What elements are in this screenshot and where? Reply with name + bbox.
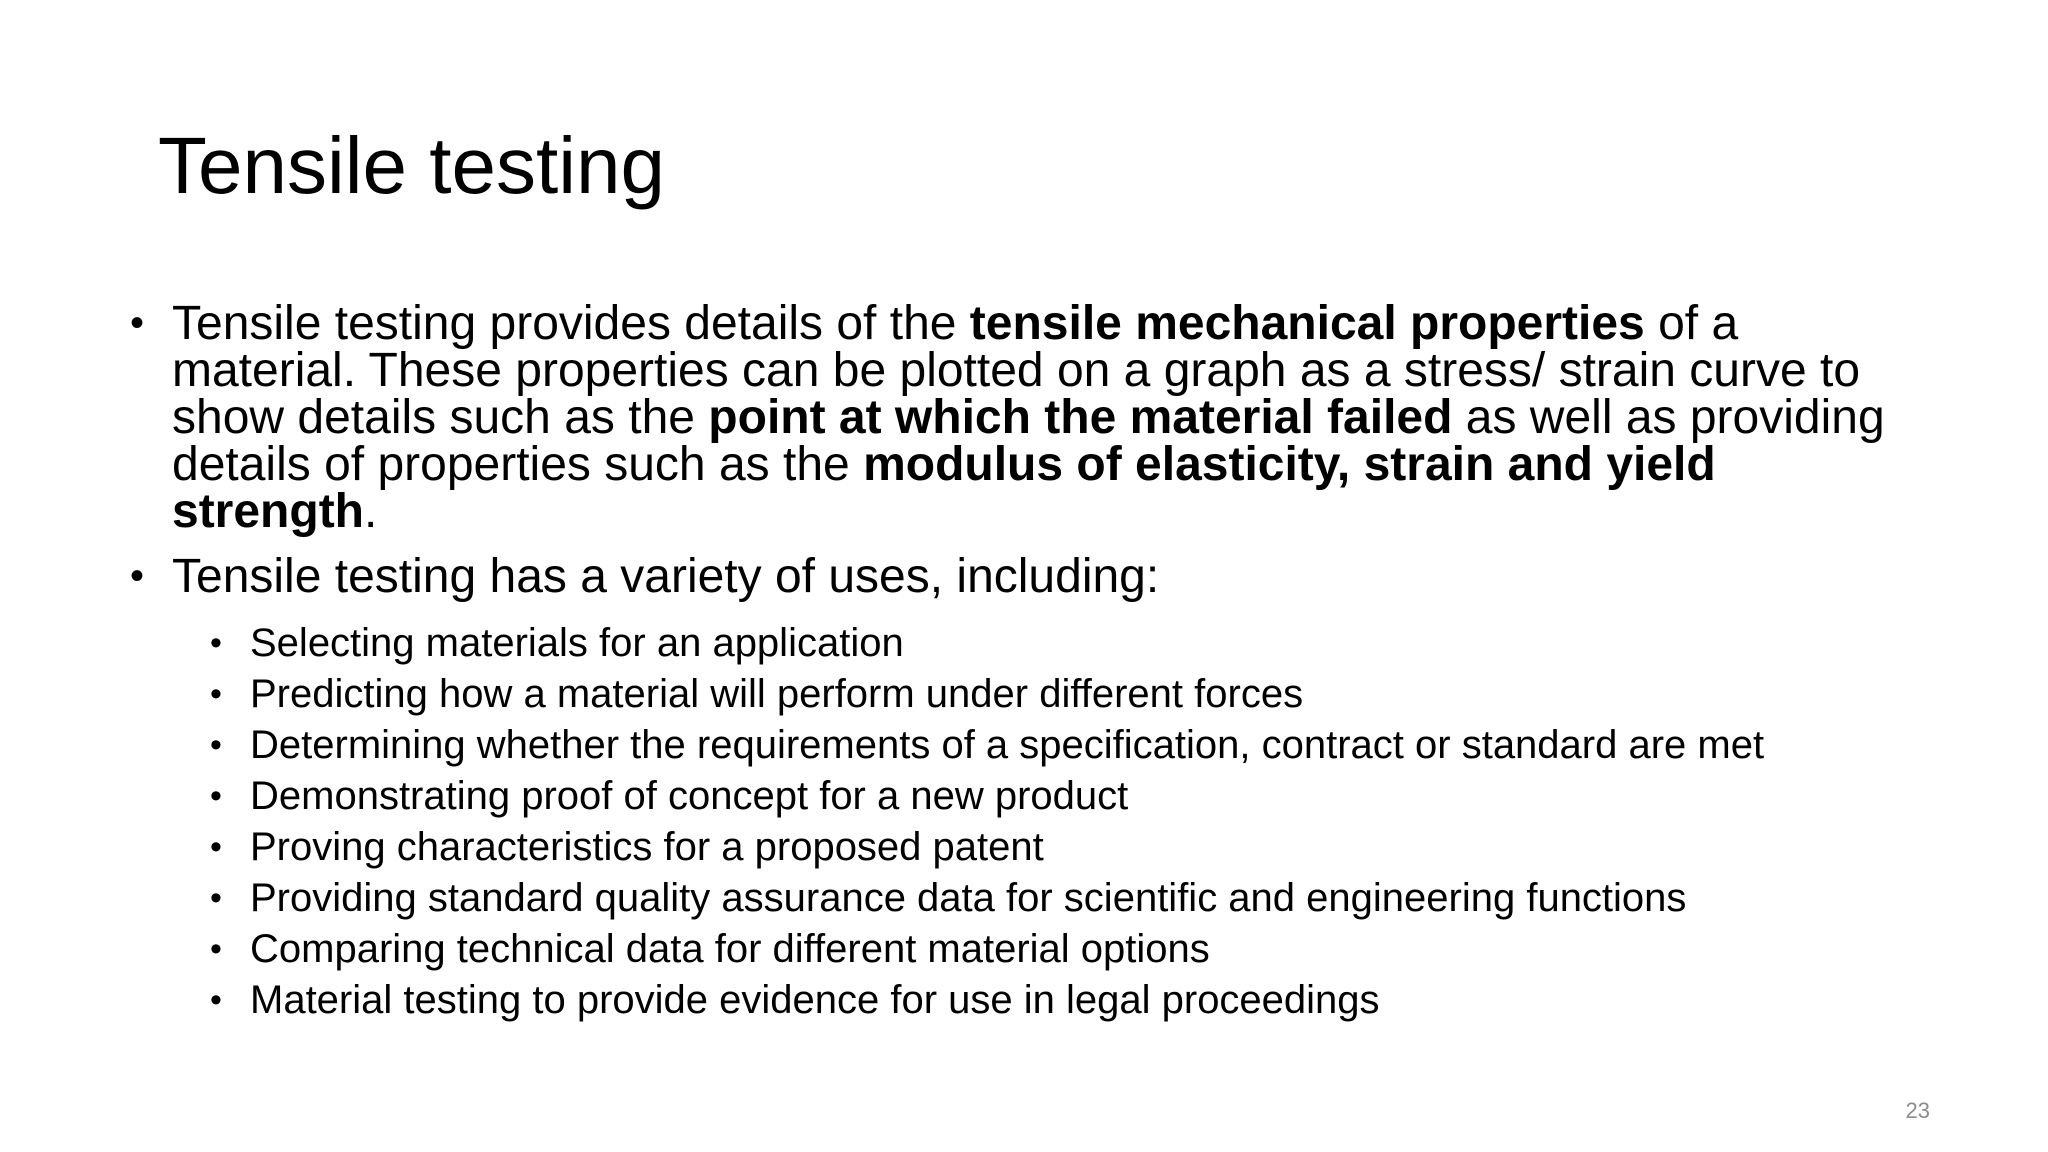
bullet-icon: • <box>210 726 222 764</box>
bullet-icon: • <box>210 624 222 662</box>
list-item <box>210 975 1950 1026</box>
list-item <box>210 618 1950 669</box>
bullet-icon: • <box>210 675 222 713</box>
list-item <box>210 873 1950 924</box>
list-item-text: Demonstrating proof of concept for a new product <box>250 774 1129 818</box>
bullet-icon: • <box>130 554 145 598</box>
bullet-icon: • <box>210 828 222 866</box>
list-item <box>210 924 1950 975</box>
bullet-icon: • <box>210 981 222 1019</box>
bullet-text: Tensile testing has a variety of uses, including: <box>172 550 1160 603</box>
list-item-text: Comparing technical data for different material options <box>250 927 1210 971</box>
bullet-bold-segment: tensile mechanical properties <box>969 297 1645 350</box>
uses-sublist <box>0 618 2048 1026</box>
list-item <box>210 771 1950 822</box>
bullet-text-segment: of a material. These properties can be plotted on a graph as a stress/ strain curve to show details such as the <box>172 297 1861 444</box>
list-item-text: Selecting materials for an application <box>250 621 904 665</box>
page-number: 23 <box>1905 1098 1930 1123</box>
bullet-bold-segment: modulus of elasticity, strain and yield strength <box>172 438 1716 538</box>
bullet-icon: • <box>130 301 145 345</box>
list-item <box>210 822 1950 873</box>
list-item-text: Determining whether the requirements of a specification, contract or standard are met <box>250 723 1765 767</box>
list-item-text: Proving characteristics for a proposed patent <box>250 825 1044 869</box>
bullet-icon: • <box>210 930 222 968</box>
list-item-text: Predicting how a material will perform under different forces <box>250 672 1304 716</box>
bullet-item-tensile-properties <box>130 297 1932 538</box>
bullet-text-segment: as well as providing details of properties such as the <box>172 391 1885 491</box>
bullet-icon: • <box>210 777 222 815</box>
list-item-text: Providing standard quality assurance data for scientific and engineering functions <box>250 876 1687 920</box>
slide-title: Tensile testing <box>158 121 665 210</box>
bullet-text-segment: . <box>364 485 378 538</box>
bullet-item-uses <box>130 550 1932 603</box>
bullet-icon: • <box>210 879 222 917</box>
list-item <box>210 669 1950 720</box>
slide-body <box>0 297 2048 1026</box>
bullet-text-segment: Tensile testing provides details of the <box>172 297 970 350</box>
bullet-bold-segment: point at which the material failed <box>708 391 1453 444</box>
list-item <box>210 720 1950 771</box>
list-item-text: Material testing to provide evidence for use in legal proceedings <box>250 978 1380 1022</box>
